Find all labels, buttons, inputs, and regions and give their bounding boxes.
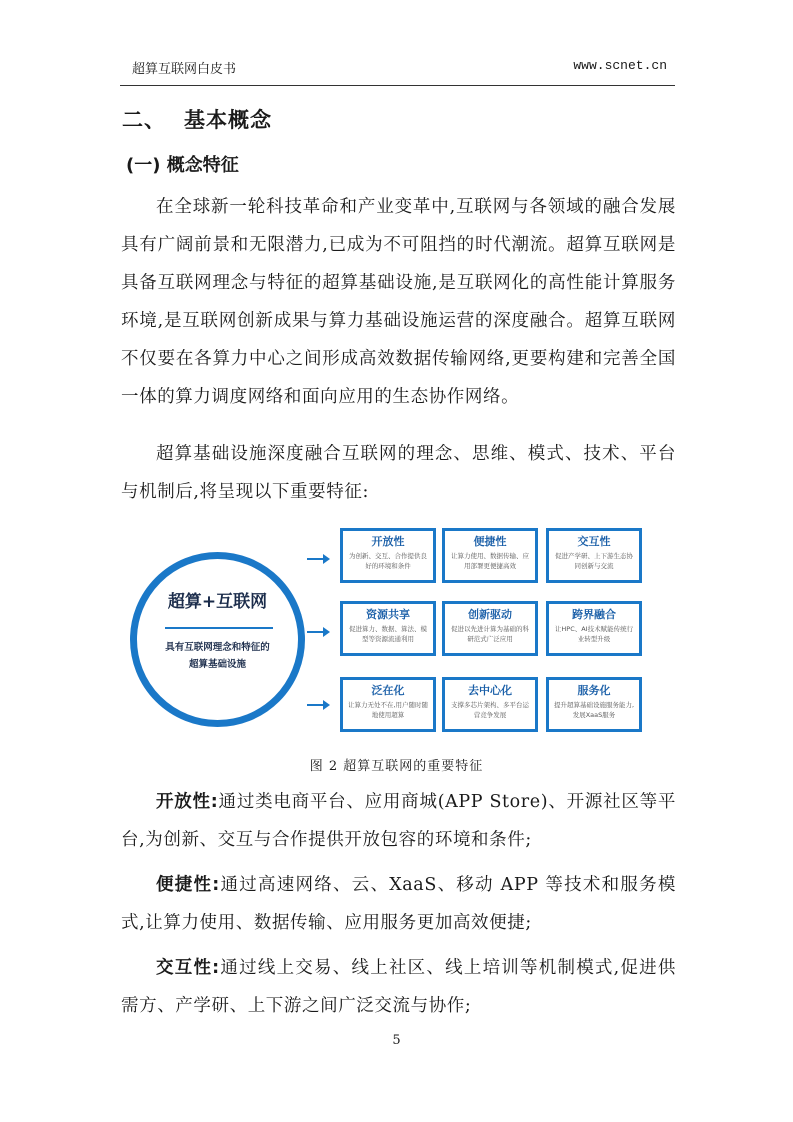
feature-desc: 促进算力、数据、算法、模型等资源流通利用: [349, 625, 427, 643]
circle-title: 超算+互联网: [167, 592, 268, 612]
header-url: www.scnet.cn: [573, 58, 667, 73]
figure-caption: 图 2 超算互联网的重要特征: [309, 759, 484, 774]
feature-box-cross-domain: [546, 601, 642, 656]
feature-item-interactivity: [121, 949, 676, 1025]
feature-title: 服务化: [577, 684, 611, 697]
item-text: 通过类电商平台、应用商城(APP Store)、开源社区等平台,为创新、交互与合作提供开放包容的环境和条件;: [121, 792, 676, 850]
feature-desc: 支撑多芯片架构、多平台运营竞争发展: [451, 701, 529, 719]
item-term: 便捷性:: [156, 875, 220, 895]
feature-item-openness: [121, 783, 676, 859]
feature-desc: 为创新、交互、合作提供良好的环境和条件: [349, 552, 427, 570]
section-number: 二、: [122, 108, 166, 132]
section-title-text: 基本概念: [184, 108, 272, 132]
item-term: 交互性:: [156, 958, 220, 978]
paragraph-features-lead: 超算基础设施深度融合互联网的理念、思维、模式、技术、平台与机制后,将呈现以下重要特征:: [121, 444, 676, 502]
feature-title: 创新驱动: [468, 608, 512, 621]
paragraph-intro: 在全球新一轮科技革命和产业变革中,互联网与各领域的融合发展具有广阔前景和无限潜力,已成为不可阻挡的时代潮流。超算互联网是具备互联网理念与特征的超算基础设施,是互联网化的高性能计算服务环境,是互联网创新成果与算力基础设施运营的深度融合。超算互联网不仅要在各算力中心之间形成高效数据传输网络,更要构建和完善全国一体的算力调度网络和面向应用的生态协作网络。: [121, 197, 676, 407]
arrow-icon: [307, 704, 325, 706]
circle-subtitle-line1: 具有互联网理念和特征的: [165, 642, 270, 653]
page-header: [120, 52, 675, 86]
features-figure: [120, 522, 675, 744]
feature-title: 开放性: [371, 535, 405, 548]
feature-box-interactivity: [546, 528, 642, 583]
feature-desc: 促进以先进计算为基础的科研范式广泛应用: [451, 625, 529, 643]
feature-desc: 促进产学研、上下游生态协同创新与交流: [555, 552, 633, 570]
feature-title: 泛在化: [371, 684, 405, 697]
feature-title: 去中心化: [468, 684, 512, 697]
feature-box-decentralization: [442, 677, 538, 732]
circle-subtitle: [137, 639, 298, 673]
feature-desc: 让算力无处不在,用户随时随地使用超算: [347, 701, 429, 719]
circle-subtitle-line2: 超算基础设施: [188, 659, 246, 670]
feature-desc: 让HPC、AI技术赋能传统行业转型升级: [554, 625, 634, 643]
arrow-icon: [307, 558, 325, 560]
header-title: 超算互联网白皮书: [132, 62, 237, 77]
feature-box-resource-sharing: [340, 601, 436, 656]
feature-box-ubiquity: [340, 677, 436, 732]
feature-box-convenience: [442, 528, 538, 583]
page-number: 5: [392, 1033, 401, 1048]
arrow-icon: [307, 631, 325, 633]
item-text: 通过线上交易、线上社区、线上培训等机制模式,促进供需方、产学研、上下游之间广泛交流与协作;: [121, 958, 676, 1016]
feature-box-innovation-driven: [442, 601, 538, 656]
feature-title: 交互性: [577, 535, 611, 548]
feature-desc: 让算力使用、数据传输、应用部署更便捷高效: [451, 552, 529, 570]
feature-box-servitization: [546, 677, 642, 732]
feature-box-openness: [340, 528, 436, 583]
section-title: [122, 104, 272, 134]
item-text: 通过高速网络、云、XaaS、移动 APP 等技术和服务模式,让算力使用、数据传输、应用服务更加高效便捷;: [121, 875, 676, 933]
feature-desc: 提升超算基础设施服务能力,发展XaaS服务: [553, 701, 635, 719]
center-circle: [130, 552, 305, 727]
circle-divider: [165, 627, 273, 629]
item-term: 开放性:: [156, 792, 219, 812]
subsection-title: (一) 概念特征: [126, 155, 239, 176]
feature-title: 资源共享: [366, 608, 410, 621]
feature-title: 跨界融合: [572, 608, 616, 621]
feature-title: 便捷性: [473, 535, 507, 548]
feature-item-convenience: [121, 866, 676, 942]
